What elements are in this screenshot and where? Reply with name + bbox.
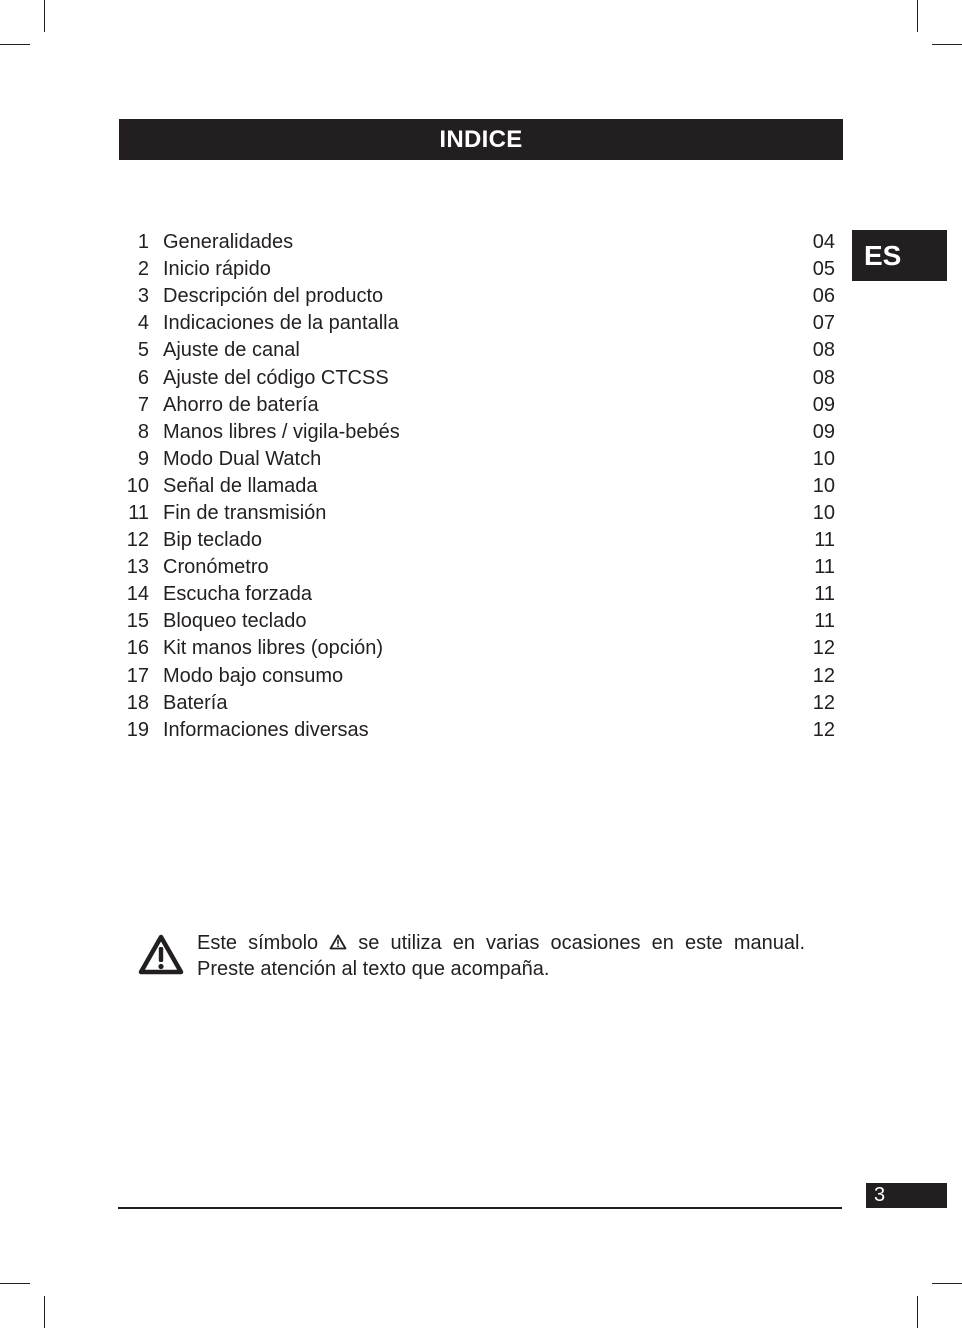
toc-entry-number: 17 bbox=[126, 664, 149, 687]
toc-entry-page: 12 bbox=[812, 718, 835, 741]
crop-mark bbox=[917, 0, 918, 32]
crop-mark bbox=[917, 1296, 918, 1328]
toc-entry-label: Generalidades bbox=[163, 231, 294, 254]
toc-entry-page: 10 bbox=[812, 474, 835, 497]
note-word: utiliza bbox=[390, 932, 442, 954]
crop-mark bbox=[932, 1283, 962, 1284]
toc-entry bbox=[119, 283, 835, 310]
note-word: símbolo bbox=[248, 932, 319, 954]
toc-entry bbox=[119, 690, 835, 717]
toc-entry-label: Ahorro de batería bbox=[163, 393, 319, 416]
crop-mark bbox=[44, 0, 45, 32]
toc-entry-label: Informaciones diversas bbox=[163, 718, 369, 741]
page-title: INDICE bbox=[119, 119, 843, 160]
note-word: en bbox=[651, 932, 674, 954]
toc-entry bbox=[119, 256, 835, 283]
toc-entry-page: 12 bbox=[812, 637, 835, 660]
toc-entry-number: 3 bbox=[137, 285, 149, 308]
toc-entry-label: Inicio rápido bbox=[163, 258, 271, 281]
crop-mark bbox=[44, 1296, 45, 1328]
note-text bbox=[197, 930, 805, 982]
note-line-2: Preste atención al texto que acompaña. bbox=[197, 958, 550, 980]
toc-entry-page: 10 bbox=[812, 501, 835, 524]
toc-entry-label: Cronómetro bbox=[163, 556, 269, 579]
toc-entry-number: 6 bbox=[137, 366, 149, 389]
note-word: en bbox=[452, 932, 475, 954]
toc-entry-number: 8 bbox=[137, 420, 149, 443]
warning-note bbox=[138, 930, 808, 990]
toc-entry bbox=[119, 310, 835, 337]
toc-entry-number: 2 bbox=[137, 258, 149, 281]
toc-entry bbox=[119, 419, 835, 446]
language-tab: ES bbox=[852, 230, 947, 281]
toc-entry-number: 15 bbox=[126, 610, 149, 633]
table-of-contents bbox=[119, 229, 835, 744]
toc-entry-label: Modo bajo consumo bbox=[163, 664, 344, 687]
toc-entry-number: 11 bbox=[128, 501, 149, 524]
toc-entry bbox=[119, 392, 835, 419]
toc-entry-page: 05 bbox=[812, 258, 835, 281]
note-word: Este bbox=[197, 932, 238, 954]
toc-entry bbox=[119, 473, 835, 500]
toc-entry-page: 06 bbox=[812, 285, 835, 308]
toc-entry bbox=[119, 608, 835, 635]
toc-entry-label: Batería bbox=[163, 691, 228, 714]
toc-entry-label: Ajuste del código CTCSS bbox=[163, 366, 389, 389]
inline-warning-icon bbox=[329, 934, 347, 950]
toc-entry-label: Modo Dual Watch bbox=[163, 447, 322, 470]
toc-entry-label: Kit manos libres (opción) bbox=[163, 637, 384, 660]
note-word: varias bbox=[486, 932, 540, 954]
footer-rule bbox=[118, 1207, 842, 1209]
toc-entry-label: Escucha forzada bbox=[163, 583, 312, 606]
toc-entry bbox=[119, 446, 835, 473]
toc-entry-page: 07 bbox=[812, 312, 835, 335]
crop-mark bbox=[932, 44, 962, 45]
note-word: manual. bbox=[733, 932, 805, 954]
toc-entry-page: 11 bbox=[814, 583, 835, 606]
toc-entry-page: 11 bbox=[814, 529, 835, 552]
toc-entry-page: 09 bbox=[812, 393, 835, 416]
toc-entry-page: 11 bbox=[814, 556, 835, 579]
toc-entry-page: 08 bbox=[812, 339, 835, 362]
page-number: 3 bbox=[866, 1183, 947, 1208]
toc-entry-page: 09 bbox=[812, 420, 835, 443]
toc-entry-number: 1 bbox=[137, 231, 149, 254]
toc-entry-page: 08 bbox=[812, 366, 835, 389]
toc-entry-label: Bip teclado bbox=[163, 529, 262, 552]
toc-entry-number: 19 bbox=[126, 718, 149, 741]
toc-entry-number: 9 bbox=[137, 447, 149, 470]
toc-entry-number: 13 bbox=[126, 556, 149, 579]
toc-entry bbox=[119, 554, 835, 581]
toc-entry-label: Descripción del producto bbox=[163, 285, 384, 308]
toc-entry-number: 10 bbox=[126, 474, 149, 497]
inline-warning-symbol bbox=[329, 930, 347, 956]
toc-entry bbox=[119, 635, 835, 662]
crop-mark bbox=[0, 44, 30, 45]
toc-entry bbox=[119, 364, 835, 391]
toc-entry-label: Indicaciones de la pantalla bbox=[163, 312, 399, 335]
toc-entry-label: Ajuste de canal bbox=[163, 339, 300, 362]
toc-entry bbox=[119, 500, 835, 527]
toc-entry-page: 12 bbox=[812, 691, 835, 714]
warning-triangle-icon bbox=[138, 934, 184, 976]
toc-entry-label: Manos libres / vigila-bebés bbox=[163, 420, 400, 443]
crop-mark bbox=[0, 1283, 30, 1284]
toc-entry bbox=[119, 663, 835, 690]
toc-entry-number: 14 bbox=[126, 583, 149, 606]
toc-entry bbox=[119, 337, 835, 364]
toc-entry bbox=[119, 717, 835, 744]
toc-entry-page: 10 bbox=[812, 447, 835, 470]
toc-entry-number: 12 bbox=[126, 529, 149, 552]
note-word: este bbox=[684, 932, 723, 954]
toc-entry-page: 12 bbox=[812, 664, 835, 687]
toc-entry-label: Bloqueo teclado bbox=[163, 610, 307, 633]
toc-entry-number: 16 bbox=[126, 637, 149, 660]
note-word: se bbox=[358, 932, 380, 954]
toc-entry-page: 11 bbox=[814, 610, 835, 633]
toc-entry-number: 7 bbox=[137, 393, 149, 416]
toc-entry-number: 18 bbox=[126, 691, 149, 714]
toc-entry-number: 4 bbox=[137, 312, 149, 335]
note-line-1 bbox=[197, 930, 805, 956]
toc-entry-page: 04 bbox=[812, 231, 835, 254]
toc-entry bbox=[119, 581, 835, 608]
note-word: ocasiones bbox=[550, 932, 641, 954]
toc-entry-number: 5 bbox=[137, 339, 149, 362]
toc-entry bbox=[119, 229, 835, 256]
toc-entry-label: Señal de llamada bbox=[163, 474, 318, 497]
toc-entry bbox=[119, 527, 835, 554]
toc-entry-label: Fin de transmisión bbox=[163, 501, 327, 524]
